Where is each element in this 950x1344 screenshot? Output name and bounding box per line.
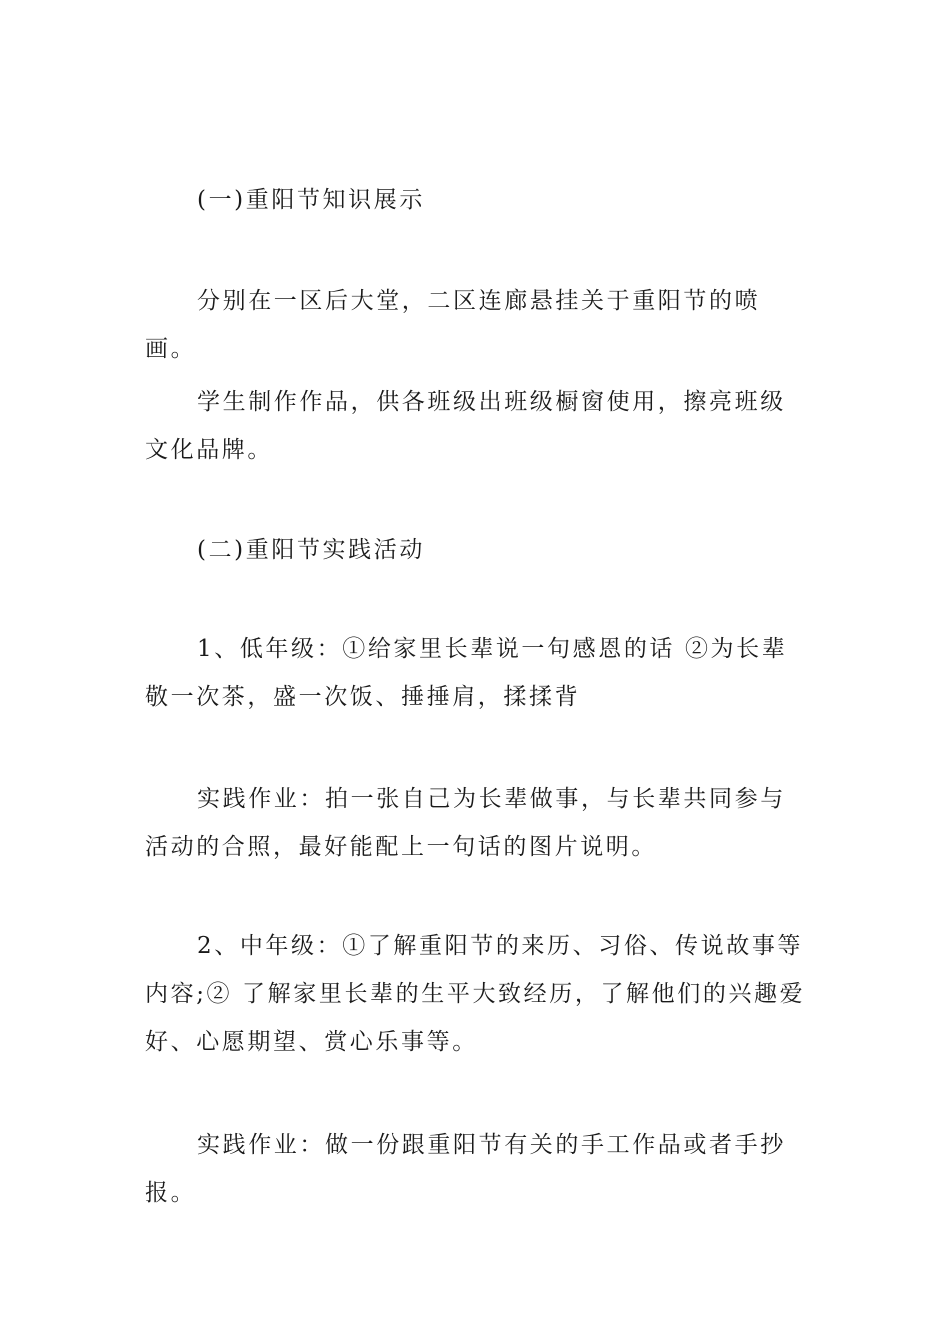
paragraph-student-works: 学生制作作品，供各班级出班级橱窗使用，擦亮班级文化品牌。: [145, 389, 786, 463]
paragraph-poster-placement: 分别在一区后大堂，二区连廊悬挂关于重阳节的喷画。: [145, 288, 761, 362]
paragraph-lower-grade-homework: 实践作业：拍一张自己为长辈做事，与长辈共同参与活动的合照，最好能配上一句话的图片说明。: [145, 786, 786, 860]
paragraph-lower-grade: 1、低年级：①给家里长辈说一句感恩的话 ②为长辈敬一次茶，盛一次饭、捶捶肩，揉揉背: [145, 636, 788, 710]
section-heading-knowledge-display: (一)重阳节知识展示: [197, 187, 425, 213]
section-heading-practice-activities: (二)重阳节实践活动: [197, 537, 425, 563]
paragraph-middle-grade: 2、中年级：①了解重阳节的来历、习俗、传说故事等内容;② 了解家里长辈的生平大致经历，了解他们的兴趣爱好、心愿期望、赏心乐事等。: [145, 933, 806, 1055]
paragraph-middle-grade-homework: 实践作业：做一份跟重阳节有关的手工作品或者手抄报。: [145, 1132, 786, 1206]
